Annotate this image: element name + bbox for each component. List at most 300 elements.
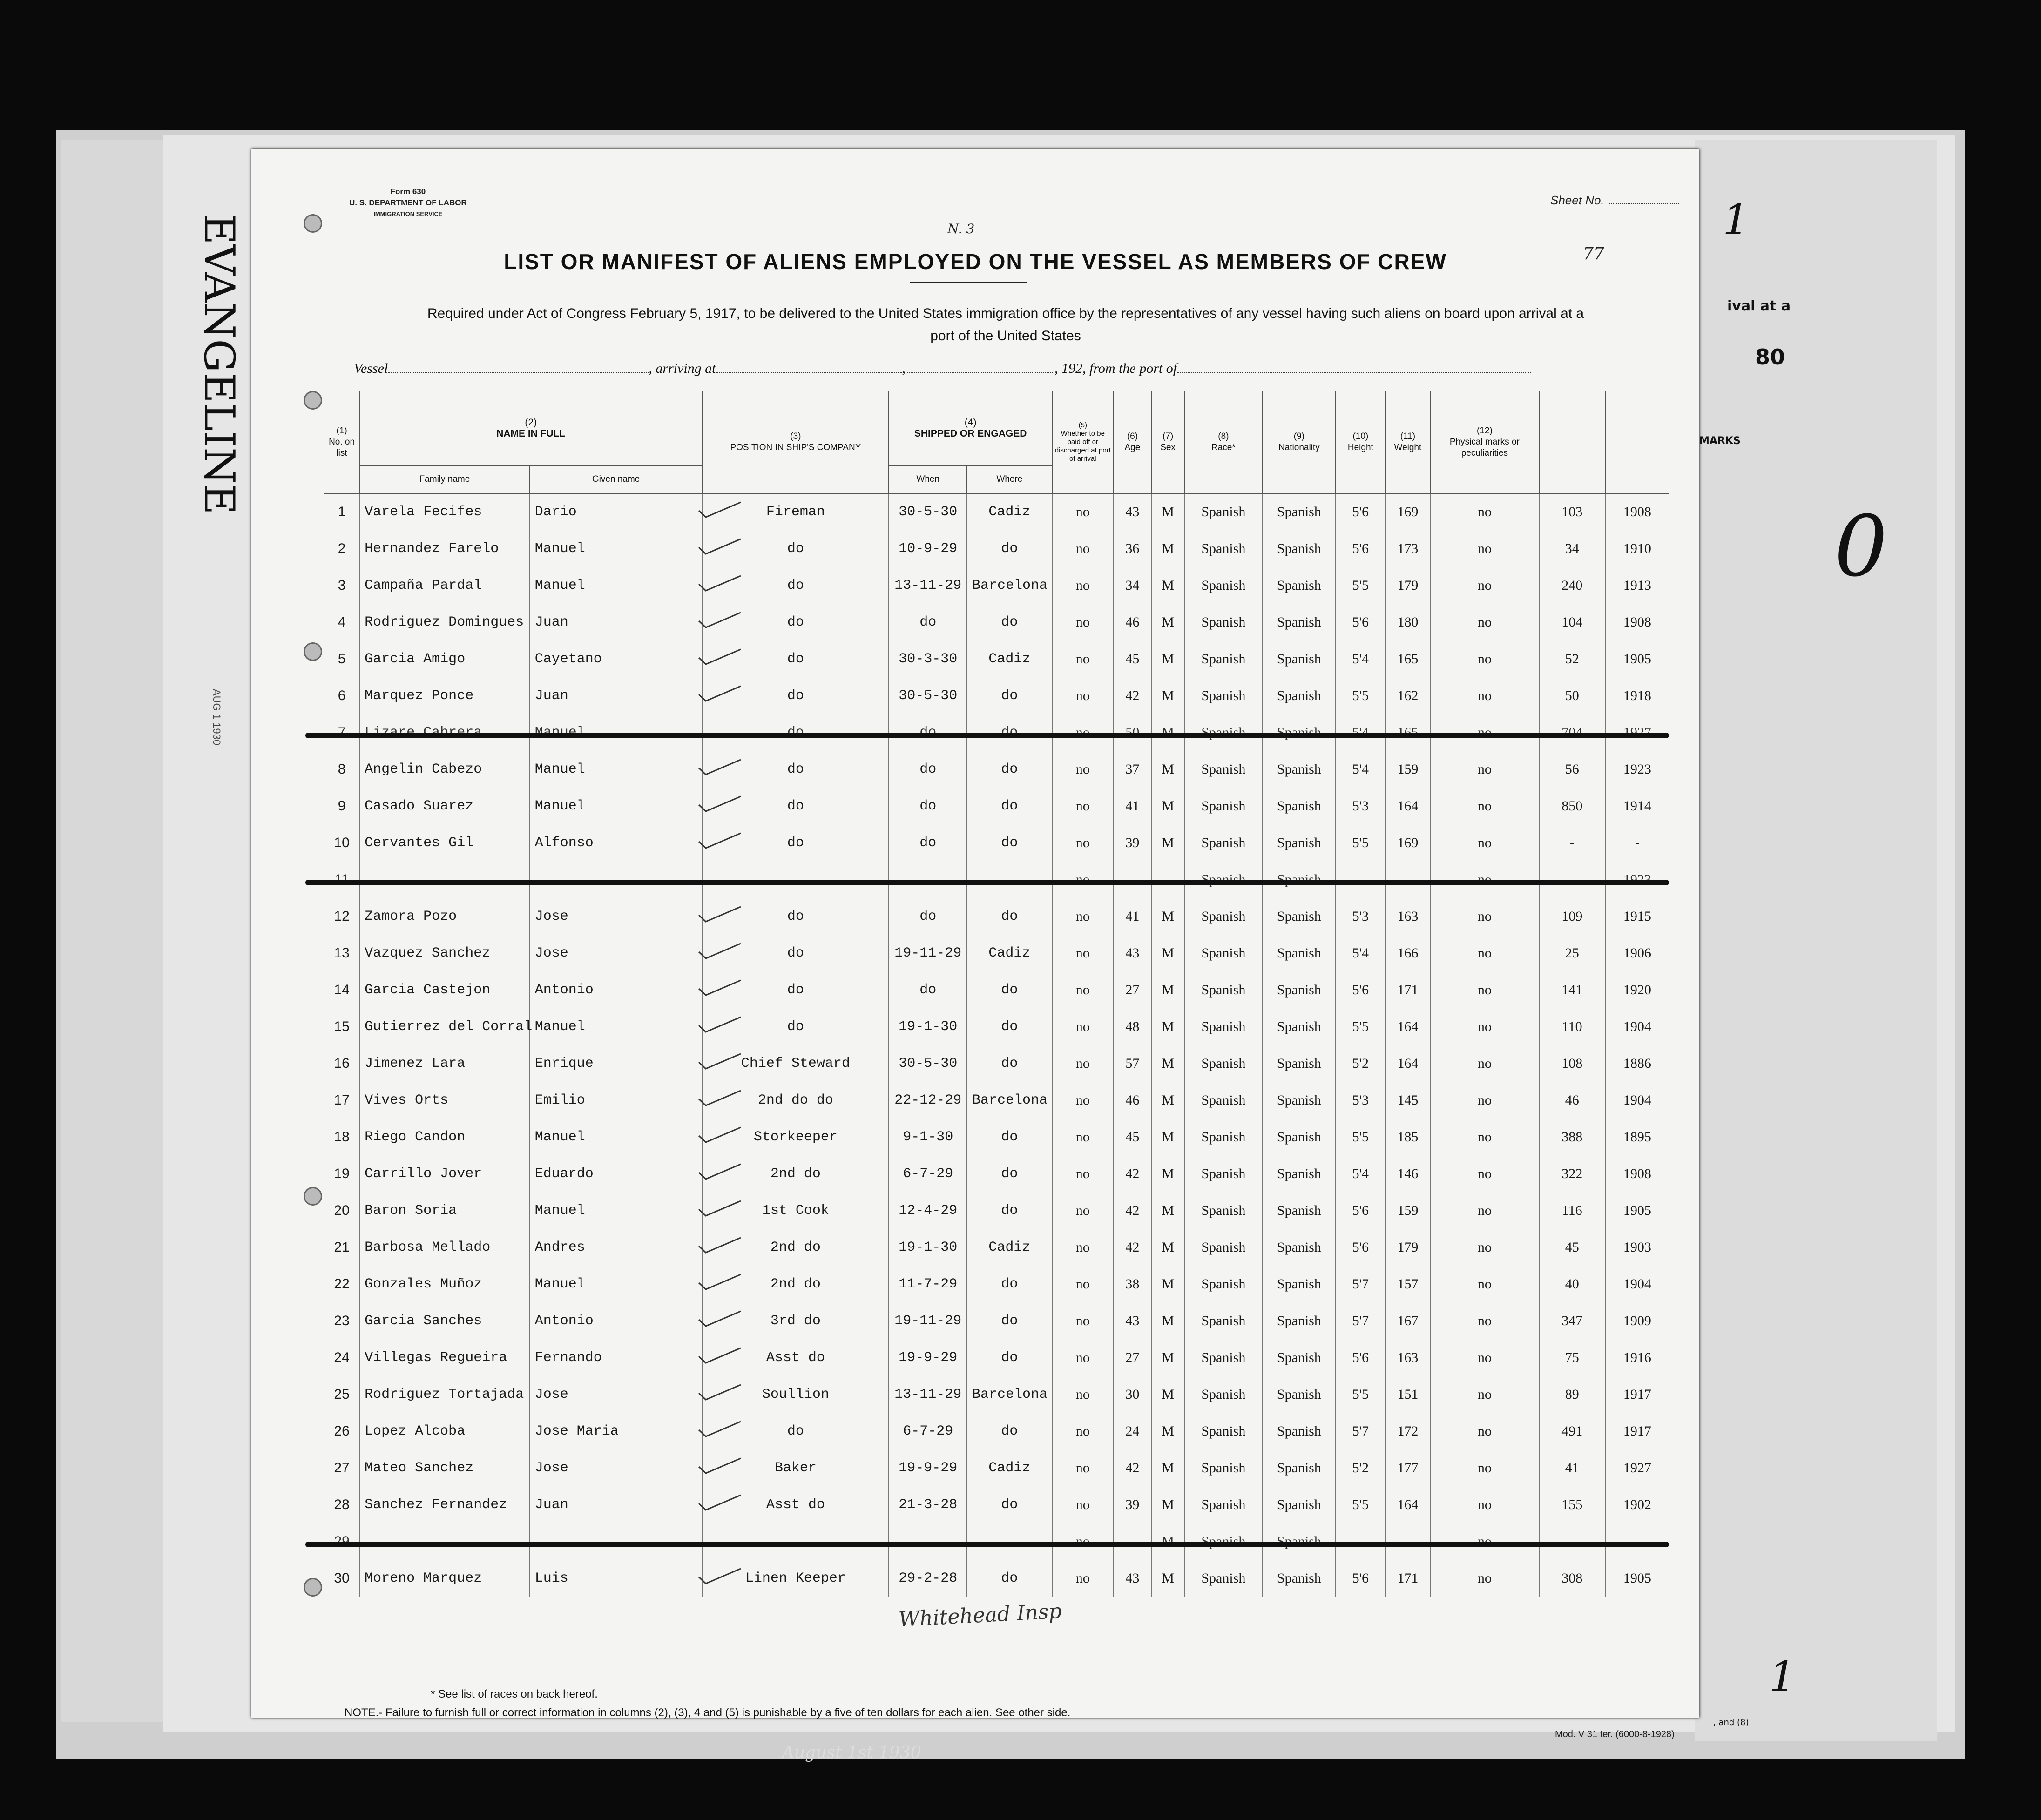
- weight-cell: 179: [1385, 567, 1430, 604]
- height-cell: 5'3: [1336, 898, 1385, 935]
- weight-cell: 146: [1385, 1155, 1430, 1192]
- extra-number-cell: 388: [1539, 1119, 1605, 1155]
- shipped-where-cell: Cadiz: [967, 1229, 1052, 1266]
- shipped-where-cell: do: [967, 1155, 1052, 1192]
- position-cell: Fireman: [702, 493, 889, 530]
- row-number-cell: 6: [324, 677, 359, 714]
- shipped-when-cell: do: [889, 788, 967, 824]
- nationality-cell: Spanish: [1263, 567, 1336, 604]
- sex-cell: M: [1151, 1266, 1184, 1302]
- age-cell: 45: [1114, 640, 1151, 677]
- crew-row: [324, 1266, 1669, 1302]
- shipped-where-cell: do: [967, 1486, 1052, 1523]
- physical-marks-cell: no: [1430, 1413, 1539, 1449]
- check-mark-icon: [696, 537, 743, 556]
- race-cell: Spanish: [1184, 935, 1263, 971]
- form-number: Form 630: [390, 187, 426, 196]
- crew-row: [324, 1376, 1669, 1413]
- row-number-cell: 30: [324, 1560, 359, 1597]
- age-cell: 48: [1114, 1008, 1151, 1045]
- check-mark-icon: [696, 1309, 743, 1328]
- family-name-cell: Zamora Pozo: [359, 898, 530, 935]
- extra-year-cell: 1918: [1605, 677, 1669, 714]
- department-name: U. S. DEPARTMENT OF LABOR: [349, 198, 467, 207]
- weight-cell: 145: [1385, 1082, 1430, 1119]
- weight-cell: 171: [1385, 1560, 1430, 1597]
- right-1-top: 1: [1723, 195, 1750, 244]
- weight-cell: 166: [1385, 935, 1430, 971]
- position-cell: 2nd do: [702, 1266, 889, 1302]
- weight-cell: 163: [1385, 1339, 1430, 1376]
- age-cell: 30: [1114, 1376, 1151, 1413]
- row-number-cell: 25: [324, 1376, 359, 1413]
- punch-hole: [304, 1578, 322, 1597]
- paid-off-cell: no: [1052, 788, 1114, 824]
- family-name-cell: Carrillo Jover: [359, 1155, 530, 1192]
- family-name-cell: Varela Fecifes: [359, 493, 530, 530]
- given-name-cell: Juan: [530, 604, 703, 640]
- height-cell: 5'6: [1336, 493, 1385, 530]
- sex-cell: M: [1151, 530, 1184, 567]
- physical-marks-cell: no: [1430, 1045, 1539, 1082]
- height-cell: 5'7: [1336, 1413, 1385, 1449]
- race-cell: Spanish: [1184, 898, 1263, 935]
- crew-row: [324, 971, 1669, 1008]
- paid-off-cell: no: [1052, 1266, 1114, 1302]
- age-cell: 34: [1114, 567, 1151, 604]
- form-modification-tag: Mod. V 31 ter. (6000-8-1928): [1555, 1729, 1675, 1739]
- right-arrival-text: ival at a: [1727, 298, 1791, 314]
- position-cell: Storkeeper: [702, 1119, 889, 1155]
- nationality-cell: Spanish: [1263, 677, 1336, 714]
- shipped-where-cell: Cadiz: [967, 935, 1052, 971]
- shipped-where-cell: do: [967, 1045, 1052, 1082]
- extra-number-cell: -: [1539, 824, 1605, 861]
- paid-off-cell: no: [1052, 1119, 1114, 1155]
- position-cell: do: [702, 640, 889, 677]
- family-name-cell: Garcia Amigo: [359, 640, 530, 677]
- check-mark-icon: [696, 1346, 743, 1365]
- extra-year-cell: 1927: [1605, 1449, 1669, 1486]
- row-number-cell: 28: [324, 1486, 359, 1523]
- sex-cell: M: [1151, 898, 1184, 935]
- family-name-cell: Baron Soria: [359, 1192, 530, 1229]
- sex-cell: M: [1151, 971, 1184, 1008]
- physical-marks-cell: no: [1430, 1192, 1539, 1229]
- crew-row: [324, 1339, 1669, 1376]
- right-0: 0: [1834, 498, 1888, 595]
- extra-number-cell: 240: [1539, 567, 1605, 604]
- height-cell: 5'6: [1336, 604, 1385, 640]
- race-cell: Spanish: [1184, 1119, 1263, 1155]
- age-cell: 43: [1114, 1560, 1151, 1597]
- row-number-cell: 23: [324, 1302, 359, 1339]
- crew-row: [324, 1413, 1669, 1449]
- check-mark-icon: [696, 1273, 743, 1291]
- shipped-where-cell: do: [967, 971, 1052, 1008]
- nationality-cell: Spanish: [1263, 1119, 1336, 1155]
- check-mark-icon: [696, 500, 743, 519]
- height-cell: 5'2: [1336, 1449, 1385, 1486]
- shipped-when-cell: 10-9-29: [889, 530, 967, 567]
- given-name-cell: Manuel: [530, 1008, 703, 1045]
- position-cell: 1st Cook: [702, 1192, 889, 1229]
- paid-off-cell: no: [1052, 1486, 1114, 1523]
- extra-number-cell: 34: [1539, 530, 1605, 567]
- check-mark-icon: [696, 758, 743, 776]
- family-name-cell: Garcia Sanches: [359, 1302, 530, 1339]
- shipped-when-cell: 19-9-29: [889, 1449, 967, 1486]
- paid-off-cell: no: [1052, 898, 1114, 935]
- given-name-header: Given name: [530, 465, 703, 493]
- row-number-cell: 12: [324, 898, 359, 935]
- race-cell: Spanish: [1184, 1449, 1263, 1486]
- strike-through-line: [305, 733, 1669, 738]
- height-cell: 5'5: [1336, 1119, 1385, 1155]
- shipped-where-cell: do: [967, 1266, 1052, 1302]
- position-cell: do: [702, 971, 889, 1008]
- age-cell: 45: [1114, 1119, 1151, 1155]
- height-cell: 5'5: [1336, 824, 1385, 861]
- page-title: LIST OR MANIFEST OF ALIENS EMPLOYED ON THE VESSEL AS MEMBERS OF CREW: [504, 249, 1447, 274]
- crew-row: [324, 493, 1669, 530]
- nationality-cell: Spanish: [1263, 788, 1336, 824]
- race-cell: Spanish: [1184, 530, 1263, 567]
- given-name-cell: Manuel: [530, 567, 703, 604]
- row-number-cell: 19: [324, 1155, 359, 1192]
- sex-cell: M: [1151, 788, 1184, 824]
- family-name-cell: Casado Suarez: [359, 788, 530, 824]
- nationality-cell: Spanish: [1263, 604, 1336, 640]
- age-cell: 36: [1114, 530, 1151, 567]
- extra-year-cell: 1909: [1605, 1302, 1669, 1339]
- height-cell: 5'5: [1336, 1008, 1385, 1045]
- extra-year-cell: 1904: [1605, 1082, 1669, 1119]
- extra-year-cell: 1895: [1605, 1119, 1669, 1155]
- weight-cell: 179: [1385, 1229, 1430, 1266]
- given-name-cell: Manuel: [530, 530, 703, 567]
- sex-cell: M: [1151, 1119, 1184, 1155]
- shipped-when-cell: 19-1-30: [889, 1008, 967, 1045]
- family-name-cell: Angelin Cabezo: [359, 751, 530, 788]
- given-name-cell: Manuel: [530, 751, 703, 788]
- given-name-cell: Jose: [530, 1449, 703, 1486]
- sex-cell: M: [1151, 1082, 1184, 1119]
- height-cell: 5'5: [1336, 1486, 1385, 1523]
- row-number-cell: 4: [324, 604, 359, 640]
- family-name-cell: Mateo Sanchez: [359, 1449, 530, 1486]
- crew-row: [324, 1192, 1669, 1229]
- extra-year-cell: 1910: [1605, 530, 1669, 567]
- sex-cell: M: [1151, 751, 1184, 788]
- position-cell: do: [702, 530, 889, 567]
- punch-hole: [304, 391, 322, 410]
- shipped-where-cell: do: [967, 1560, 1052, 1597]
- check-mark-icon: [696, 1383, 743, 1402]
- nationality-cell: Spanish: [1263, 1339, 1336, 1376]
- crew-row: [324, 530, 1669, 567]
- paid-off-cell: no: [1052, 1155, 1114, 1192]
- crew-row: [324, 751, 1669, 788]
- crew-row: [324, 824, 1669, 861]
- check-mark-icon: [696, 1162, 743, 1181]
- shipped-where-cell: Barcelona: [967, 1376, 1052, 1413]
- race-cell: Spanish: [1184, 824, 1263, 861]
- hand-number-77: 77: [1583, 244, 1604, 263]
- col1-header: (1) No. on list: [324, 391, 359, 493]
- check-mark-icon: [696, 1052, 743, 1071]
- family-name-cell: Lopez Alcoba: [359, 1413, 530, 1449]
- weight-cell: 164: [1385, 1045, 1430, 1082]
- height-cell: 5'6: [1336, 530, 1385, 567]
- position-cell: 2nd do do: [702, 1082, 889, 1119]
- age-cell: 43: [1114, 935, 1151, 971]
- race-cell: Spanish: [1184, 493, 1263, 530]
- height-cell: 5'4: [1336, 935, 1385, 971]
- weight-cell: 185: [1385, 1119, 1430, 1155]
- family-name-cell: Vazquez Sanchez: [359, 935, 530, 971]
- date-stamp: AUG 1 1930: [211, 689, 223, 746]
- inspector-signature: Whitehead Insp: [898, 1599, 1062, 1632]
- given-name-cell: Juan: [530, 1486, 703, 1523]
- shipped-when-cell: 30-5-30: [889, 1045, 967, 1082]
- extra-year-cell: 1917: [1605, 1376, 1669, 1413]
- given-name-cell: Dario: [530, 493, 703, 530]
- form-header: [349, 186, 467, 220]
- nationality-cell: Spanish: [1263, 1449, 1336, 1486]
- age-cell: 43: [1114, 493, 1151, 530]
- paid-off-cell: no: [1052, 530, 1114, 567]
- given-name-cell: Manuel: [530, 1266, 703, 1302]
- shipped-where-cell: Barcelona: [967, 567, 1052, 604]
- age-header: (6) Age: [1114, 391, 1151, 493]
- nationality-cell: Spanish: [1263, 640, 1336, 677]
- right-underlying-sheet: [1695, 140, 1937, 1741]
- crew-row: [324, 1045, 1669, 1082]
- shipped-when-cell: 30-5-30: [889, 677, 967, 714]
- row-number-cell: 14: [324, 971, 359, 1008]
- family-name-cell: Rodriguez Domingues: [359, 604, 530, 640]
- height-cell: 5'5: [1336, 567, 1385, 604]
- family-name-cell: Cervantes Gil: [359, 824, 530, 861]
- check-mark-icon: [696, 795, 743, 813]
- right-marks-header: MARKS: [1699, 435, 1741, 447]
- position-cell: Baker: [702, 1449, 889, 1486]
- race-cell: Spanish: [1184, 1155, 1263, 1192]
- weight-cell: 157: [1385, 1266, 1430, 1302]
- race-cell: Spanish: [1184, 1486, 1263, 1523]
- shipped-where-cell: do: [967, 751, 1052, 788]
- height-cell: 5'2: [1336, 1045, 1385, 1082]
- position-cell: Chief Steward: [702, 1045, 889, 1082]
- extra-year-cell: 1908: [1605, 604, 1669, 640]
- footnotes: [345, 1685, 1070, 1722]
- extra-year-cell: 1916: [1605, 1339, 1669, 1376]
- age-cell: 37: [1114, 751, 1151, 788]
- weight-cell: 167: [1385, 1302, 1430, 1339]
- manifest-page: [251, 149, 1699, 1739]
- row-number-cell: 2: [324, 530, 359, 567]
- punch-hole: [304, 214, 322, 233]
- physical-marks-cell: no: [1430, 1155, 1539, 1192]
- extra-year-cell: 1913: [1605, 567, 1669, 604]
- strike-through-line: [305, 1542, 1669, 1547]
- shipped-when-cell: do: [889, 751, 967, 788]
- weight-cell: 173: [1385, 530, 1430, 567]
- sex-cell: M: [1151, 1045, 1184, 1082]
- position-cell: do: [702, 935, 889, 971]
- marks-header: (12) Physical marks or peculiarities: [1430, 391, 1539, 493]
- extra-year-cell: -: [1605, 824, 1669, 861]
- physical-marks-cell: no: [1430, 1082, 1539, 1119]
- paid-off-cell: no: [1052, 751, 1114, 788]
- position-cell: Asst do: [702, 1486, 889, 1523]
- age-cell: 41: [1114, 898, 1151, 935]
- extra-year-cell: 1904: [1605, 1008, 1669, 1045]
- crew-row: [324, 1560, 1669, 1597]
- paid-off-cell: no: [1052, 1560, 1114, 1597]
- crew-row: [324, 1082, 1669, 1119]
- race-cell: Spanish: [1184, 1376, 1263, 1413]
- right-80: 80: [1755, 344, 1785, 370]
- sex-cell: M: [1151, 677, 1184, 714]
- position-cell: do: [702, 824, 889, 861]
- paid-off-cell: no: [1052, 1192, 1114, 1229]
- position-cell: do: [702, 788, 889, 824]
- crew-row: [324, 1229, 1669, 1266]
- extra-year-cell: 1908: [1605, 493, 1669, 530]
- family-name-cell: Rodriguez Tortajada: [359, 1376, 530, 1413]
- evangeline-handwriting: [195, 214, 243, 726]
- extra-year-cell: 1906: [1605, 935, 1669, 971]
- check-mark-icon: [696, 1420, 743, 1438]
- age-cell: 39: [1114, 824, 1151, 861]
- sex-cell: M: [1151, 1008, 1184, 1045]
- physical-marks-cell: no: [1430, 971, 1539, 1008]
- shipped-where-cell: do: [967, 1302, 1052, 1339]
- sheet-label: Sheet No.: [1550, 193, 1604, 207]
- row-number-cell: 24: [324, 1339, 359, 1376]
- extra-year-cell: 1917: [1605, 1413, 1669, 1449]
- race-cell: Spanish: [1184, 1192, 1263, 1229]
- extra-number-cell: 308: [1539, 1560, 1605, 1597]
- age-cell: 27: [1114, 1339, 1151, 1376]
- vessel-label: Vessel: [354, 361, 388, 376]
- title-underline: [910, 282, 1027, 283]
- sex-cell: M: [1151, 1229, 1184, 1266]
- shipped-where-cell: Barcelona: [967, 1082, 1052, 1119]
- shipped-when-cell: 9-1-30: [889, 1119, 967, 1155]
- given-name-cell: Manuel: [530, 1119, 703, 1155]
- given-name-cell: Alfonso: [530, 824, 703, 861]
- shipped-when-cell: 30-5-30: [889, 493, 967, 530]
- race-cell: Spanish: [1184, 1560, 1263, 1597]
- family-name-cell: Garcia Castejon: [359, 971, 530, 1008]
- crew-row: [324, 788, 1669, 824]
- bottom-handwriting: August 1st 1930: [782, 1743, 921, 1762]
- nationality-cell: Spanish: [1263, 1302, 1336, 1339]
- extra-year-cell: 1905: [1605, 640, 1669, 677]
- physical-marks-cell: no: [1430, 640, 1539, 677]
- from-label: , from the port of: [1082, 361, 1177, 376]
- race-cell: Spanish: [1184, 677, 1263, 714]
- age-cell: 41: [1114, 788, 1151, 824]
- extra-number-cell: 108: [1539, 1045, 1605, 1082]
- family-name-cell: Marquez Ponce: [359, 677, 530, 714]
- row-number-cell: 13: [324, 935, 359, 971]
- age-cell: 42: [1114, 1229, 1151, 1266]
- extra-number-cell: 41: [1539, 1449, 1605, 1486]
- shipped-when-cell: 22-12-29: [889, 1082, 967, 1119]
- position-cell: do: [702, 1008, 889, 1045]
- sex-cell: M: [1151, 1339, 1184, 1376]
- extra-year-cell: 1923: [1605, 751, 1669, 788]
- crew-row: [324, 1486, 1669, 1523]
- shipped-when-cell: 13-11-29: [889, 567, 967, 604]
- shipped-where-cell: Cadiz: [967, 640, 1052, 677]
- race-cell: Spanish: [1184, 567, 1263, 604]
- check-mark-icon: [696, 1493, 743, 1512]
- given-name-cell: Emilio: [530, 1082, 703, 1119]
- paid-off-cell: no: [1052, 1413, 1114, 1449]
- weight-cell: 164: [1385, 1486, 1430, 1523]
- shipped-when-cell: 12-4-29: [889, 1192, 967, 1229]
- sex-cell: M: [1151, 640, 1184, 677]
- extra-year-cell: 1920: [1605, 971, 1669, 1008]
- row-number-cell: 8: [324, 751, 359, 788]
- nationality-cell: Spanish: [1263, 824, 1336, 861]
- sheet-number: [1550, 193, 1679, 208]
- paid-off-cell: no: [1052, 1302, 1114, 1339]
- sex-cell: M: [1151, 567, 1184, 604]
- weight-cell: 169: [1385, 824, 1430, 861]
- nationality-cell: Spanish: [1263, 1486, 1336, 1523]
- nationality-cell: Spanish: [1263, 1229, 1336, 1266]
- sex-cell: M: [1151, 1376, 1184, 1413]
- extra-number-cell: 322: [1539, 1155, 1605, 1192]
- physical-marks-cell: no: [1430, 1229, 1539, 1266]
- nationality-cell: Spanish: [1263, 1560, 1336, 1597]
- row-number-cell: 26: [324, 1413, 359, 1449]
- year-label: , 192: [1054, 361, 1082, 376]
- extra-number-cell: 347: [1539, 1302, 1605, 1339]
- check-mark-icon: [696, 574, 743, 593]
- height-cell: 5'5: [1336, 1376, 1385, 1413]
- shipped-when-cell: do: [889, 898, 967, 935]
- weight-cell: 162: [1385, 677, 1430, 714]
- check-mark-icon: [696, 1456, 743, 1475]
- height-cell: 5'6: [1336, 1192, 1385, 1229]
- given-name-cell: Fernando: [530, 1339, 703, 1376]
- crew-row: [324, 640, 1669, 677]
- crew-manifest-table: [324, 391, 1669, 1597]
- row-number-cell: 3: [324, 567, 359, 604]
- crew-row: [324, 1119, 1669, 1155]
- extra-number-cell: 89: [1539, 1376, 1605, 1413]
- extra-number-cell: 116: [1539, 1192, 1605, 1229]
- right-bottom-text: , and (8): [1713, 1718, 1749, 1727]
- given-name-cell: Jose: [530, 1376, 703, 1413]
- shipped-where-cell: do: [967, 604, 1052, 640]
- nationality-cell: Spanish: [1263, 1266, 1336, 1302]
- age-cell: 27: [1114, 971, 1151, 1008]
- extra-number-cell: 25: [1539, 935, 1605, 971]
- given-name-cell: Jose Maria: [530, 1413, 703, 1449]
- weight-cell: 172: [1385, 1413, 1430, 1449]
- height-cell: 5'6: [1336, 971, 1385, 1008]
- evangeline-text: EVANGELINE: [195, 214, 243, 515]
- nationality-cell: Spanish: [1263, 935, 1336, 971]
